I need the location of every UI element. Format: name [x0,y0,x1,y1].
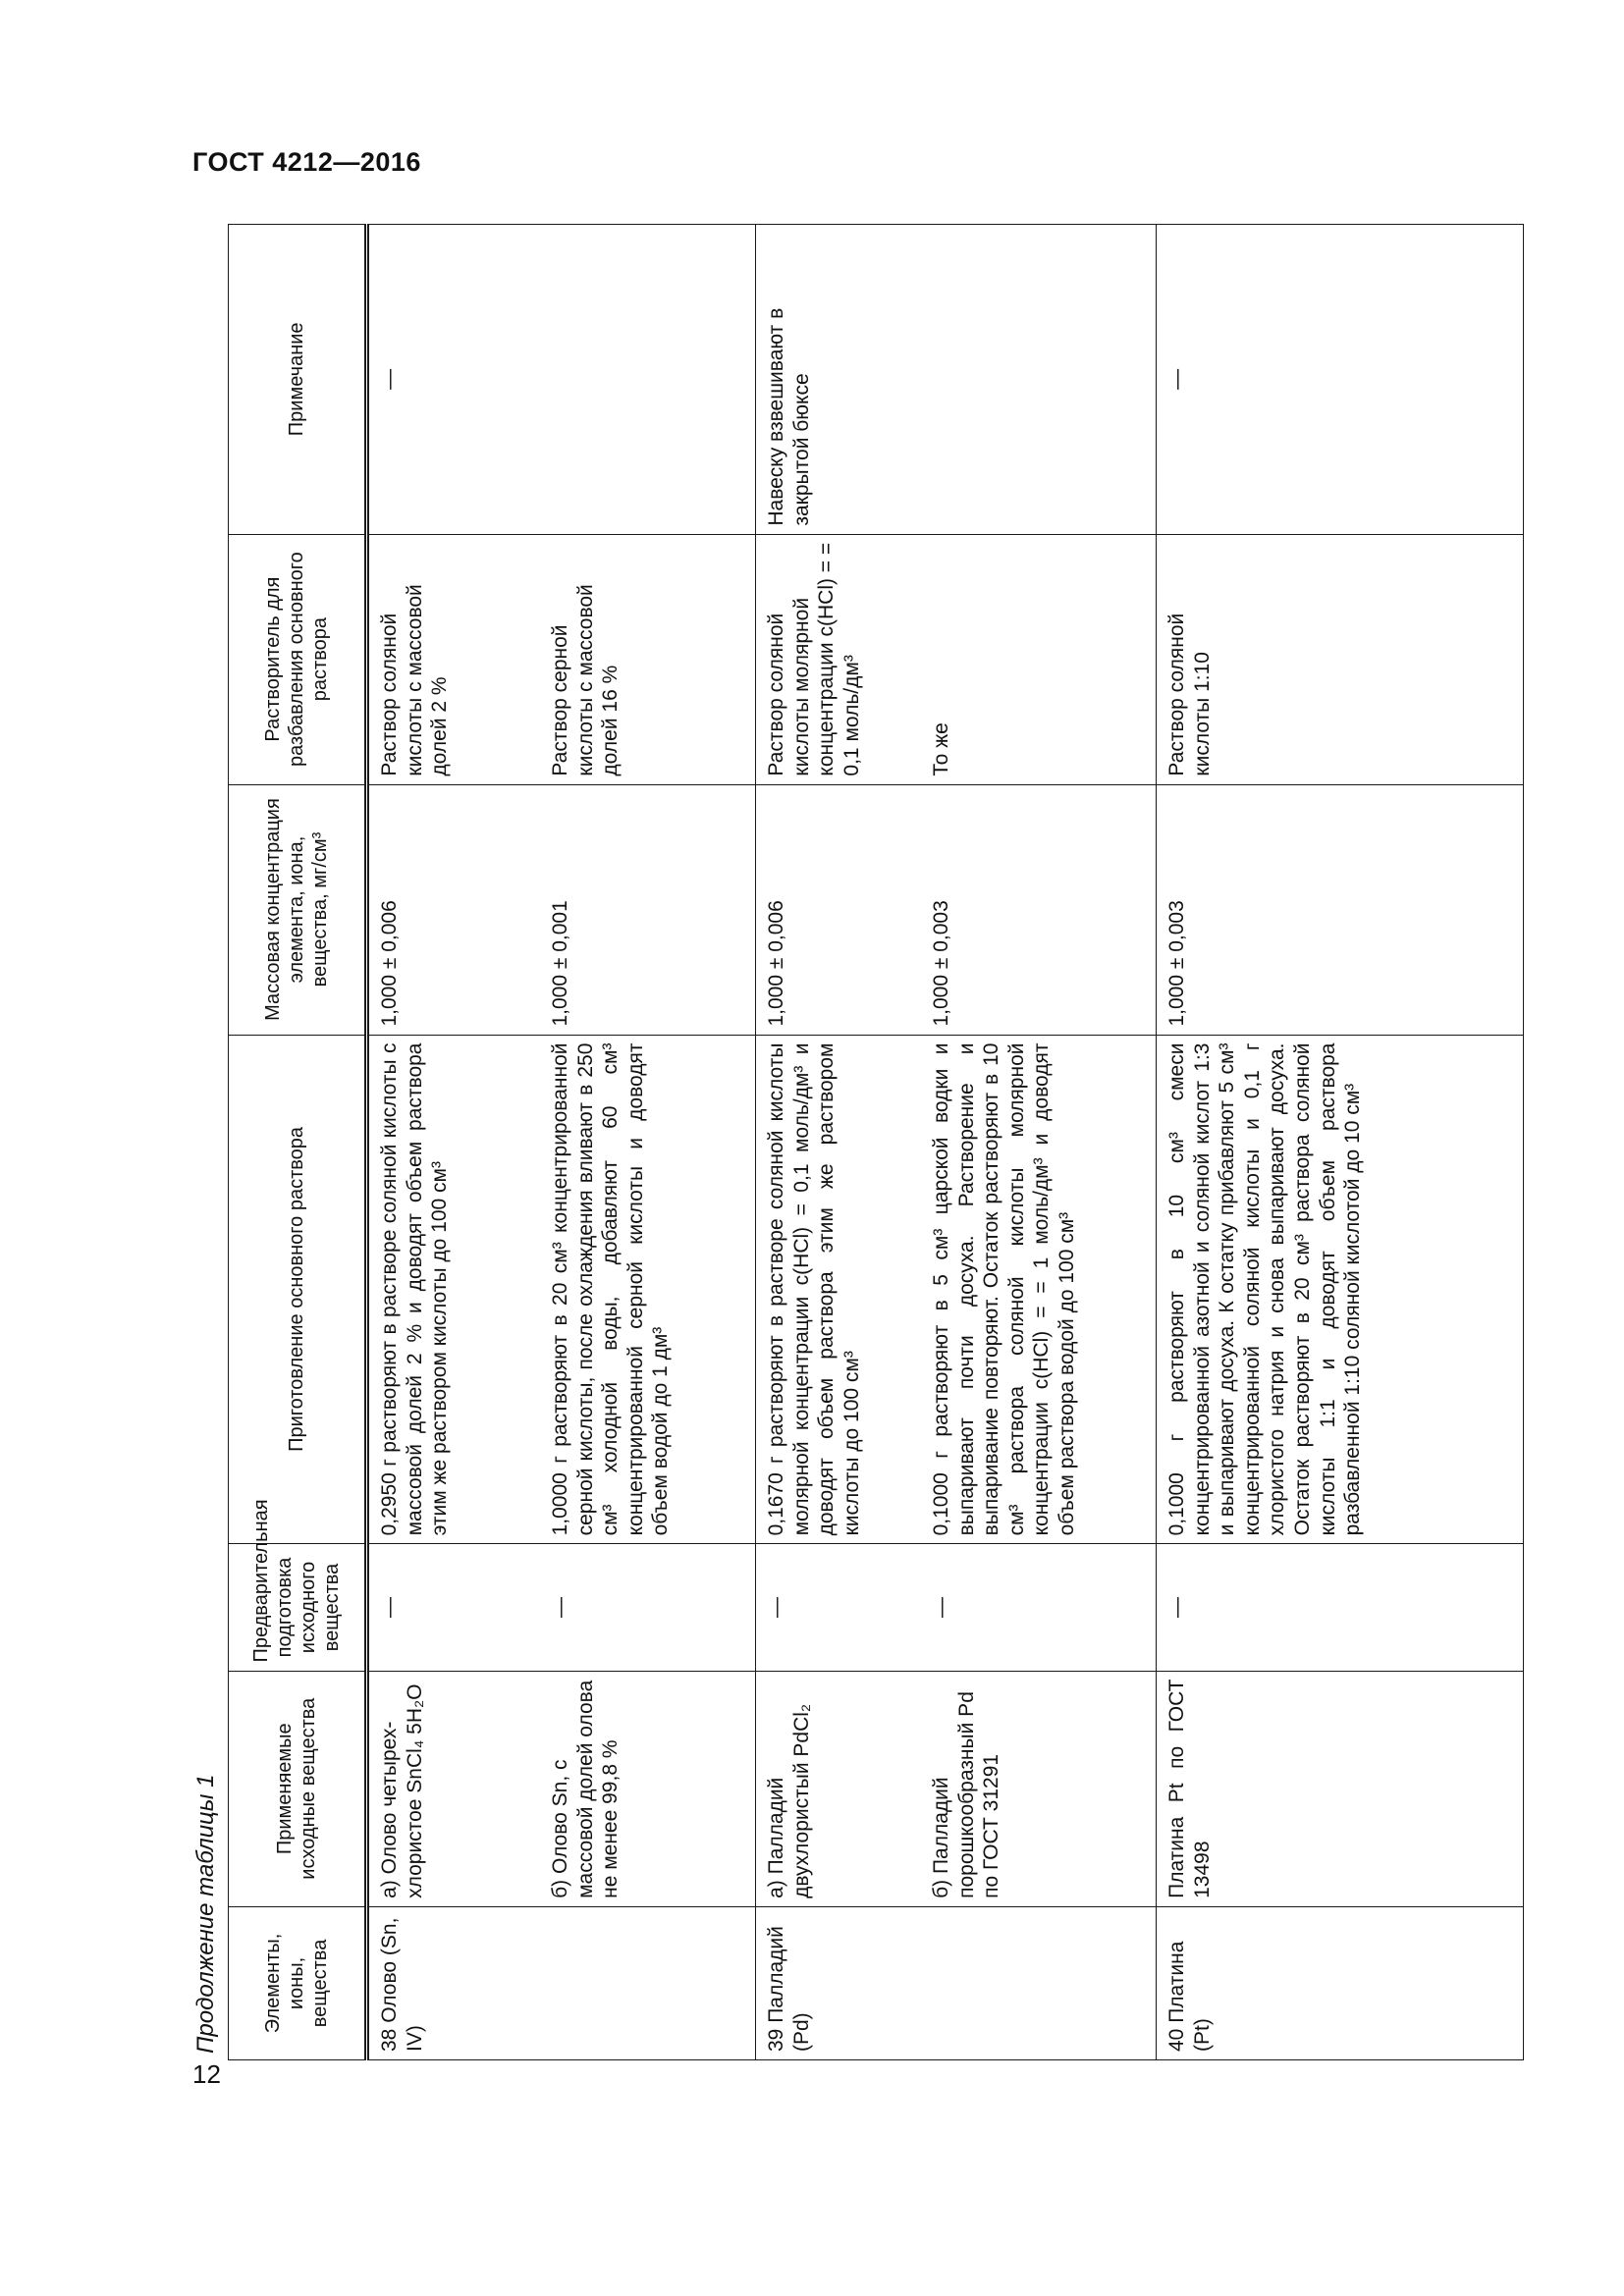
solvent-text: Раствор серной кислоты с массовой долей 16 % [549,584,623,776]
solvent-text: То же [930,722,952,776]
solvent-text: Раствор соляной кислоты с массовой долей 2 % [378,584,452,776]
concentration-cell: 1,000 ± 0,003 [1157,784,1524,1035]
solvent-text: Раствор соляной кислоты молярной концентрации c(HCl) = = 0,1 моль/дм³ [765,542,863,776]
prep-cell [367,1544,756,1671]
concentration-text: 1,000 ± 0,006 [765,900,787,1027]
note-cell: — [1157,225,1524,535]
solution-cell [367,1035,756,1544]
column-header: Применяемые исходные вещества [229,1671,367,1906]
table-header-row [229,225,367,2060]
table-row [367,225,756,2060]
source-cell [756,1671,1157,1906]
solvent-cell [367,534,756,784]
source-cell: Платина Pt по ГОСТ 13498 [1157,1671,1524,1906]
prep-text: — [930,1596,952,1618]
element-cell: 39 Палладий (Pd) [756,1906,1157,2059]
source-text: б) Палладий порошкообразный Pd по ГОСТ 31291 [930,1691,1003,1898]
table-row [1157,225,1524,2060]
prep-cell [756,1544,1157,1671]
solution-text: 0,1670 г растворяют в растворе соляной кислоты молярной концентрации c(HCl) = 0,1 моль/дм³ и доводят объем раствора этим же раствором кислоты до 100 см³ [765,1042,863,1536]
source-text: а) Олово четырех-хлористое SnCl₄ 5H₂O [378,1683,426,1898]
prep-text: — [765,1596,787,1618]
prep-cell: — [1157,1544,1524,1671]
solution-cell: 0,1000 г растворяют в 10 см³ смеси концентрированной азотной и соляной кислот 1:3 и выпаривают досуха. К остатку прибавляют 5 см³ концентрированной соляной кислоты и 0,1 г хлористого натрия и снова выпаривают досуха. Остаток растворяют в 20 см³ раствора соляной кислоты 1:1 и доводят объем раствора разбавленной 1:10 соляной кислотой до 10 см³ [1157,1035,1524,1544]
solvent-cell: Раствор соляной кислоты 1:10 [1157,534,1524,784]
table-row [756,225,1157,2060]
concentration-cell [367,784,756,1035]
column-header: Приготовление основного раствора [229,1035,367,1544]
prep-text: — [378,1596,401,1618]
column-header: Элементы, ионы, вещества [229,1906,367,2059]
source-cell [367,1671,756,1906]
column-header: Предварительная подготовка исходного вещества [229,1544,367,1671]
concentration-text: 1,000 ± 0,001 [549,900,571,1027]
prep-text: — [549,1596,571,1618]
solution-cell [756,1035,1157,1544]
reagents-table [228,224,1524,2060]
concentration-text: 1,000 ± 0,003 [930,900,952,1027]
solvent-cell [756,534,1157,784]
solution-text: 1,0000 г растворяют в 20 см³ концентрированной серной кислоты, после охлаждения вливают в 250 см³ холодной воды, добавляют 60 см³ концентрированной серной кислоты и доводят объем водой до 1 дм³ [549,1042,673,1536]
note-cell: Навеску взвешивают в закрытой бюксе [756,225,1157,535]
rotated-table-container [228,224,1508,2060]
column-header: Примечание [229,225,367,535]
concentration-cell [756,784,1157,1035]
solution-text: 0,1000 г растворяют в 5 см³ царской водки и выпаривают почти досуха. Растворение и выпаривание повторяют. Остаток растворяют в 10 см³ раствора соляной кислоты молярной концентрации c(HCl) = = 1 моль/дм³ и доводят объем раствора водой до 100 см³ [930,1042,1079,1536]
source-text: а) Палладий двухлористый PdCl₂ [765,1703,813,1898]
column-header: Массовая концентрация элемента, иона, вещества, мг/см³ [229,784,367,1035]
page-number: 12 [192,2059,221,2089]
document-code: ГОСТ 4212—2016 [192,147,421,177]
solution-text: 0,2950 г растворяют в растворе соляной кислоты с массовой долей 2 % и доводят объем раствора этим же раствором кислоты до 100 см³ [378,1042,452,1536]
element-cell: 40 Платина (Pt) [1157,1906,1524,2059]
element-cell: 38 Олово (Sn, IV) [367,1906,756,2059]
source-text: б) Олово Sn, с массовой долей олова не менее 99,8 % [549,1680,623,1898]
table-caption: Продолжение таблицы 1 [192,1774,219,2054]
note-cell: — [367,225,756,535]
concentration-text: 1,000 ± 0,006 [378,900,401,1027]
column-header: Растворитель для разбавления основного раствора [229,534,367,784]
